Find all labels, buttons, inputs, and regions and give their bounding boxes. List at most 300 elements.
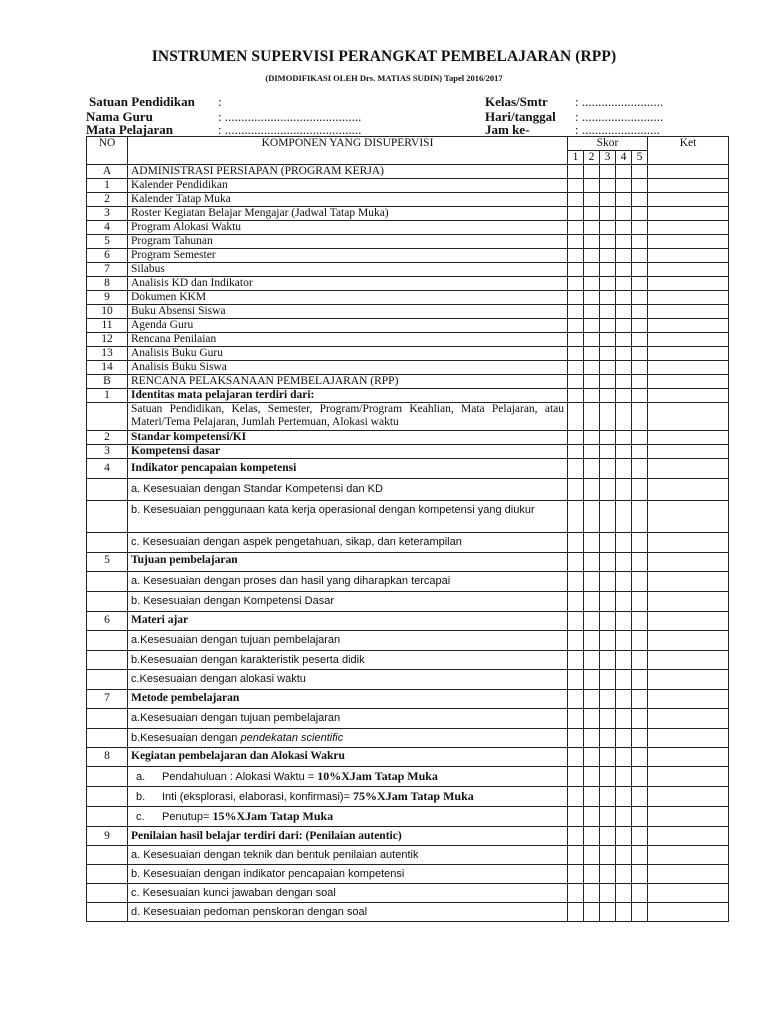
- score-cell[interactable]: [584, 193, 600, 207]
- score-cell[interactable]: [632, 277, 648, 291]
- score-cell[interactable]: [632, 553, 648, 572]
- score-cell[interactable]: [600, 207, 616, 221]
- score-cell[interactable]: [568, 884, 584, 903]
- score-cell[interactable]: [632, 592, 648, 612]
- score-cell[interactable]: [632, 193, 648, 207]
- ket-cell[interactable]: [648, 319, 729, 333]
- score-cell[interactable]: [600, 291, 616, 305]
- score-cell[interactable]: [600, 767, 616, 787]
- score-cell[interactable]: [600, 235, 616, 249]
- row-text: Agenda Guru: [128, 319, 568, 333]
- score-cell[interactable]: [568, 572, 584, 592]
- score-cell[interactable]: [568, 347, 584, 361]
- row-text: a.Kesesuaian dengan tujuan pembelajaran: [128, 631, 568, 651]
- score-cell[interactable]: [568, 787, 584, 807]
- score-cell[interactable]: [632, 319, 648, 333]
- score-cell[interactable]: [568, 361, 584, 375]
- score-cell[interactable]: [632, 787, 648, 807]
- score-cell[interactable]: [616, 865, 632, 884]
- score-cell[interactable]: [600, 690, 616, 709]
- score-cell[interactable]: [616, 767, 632, 787]
- score-cell[interactable]: [600, 403, 616, 431]
- mata-pelajaran-label: Mata Pelajaran: [86, 122, 174, 137]
- ket-cell[interactable]: [648, 767, 729, 787]
- ket-cell[interactable]: [648, 572, 729, 592]
- score-cell[interactable]: [568, 459, 584, 479]
- ket-cell[interactable]: [648, 748, 729, 767]
- score-cell[interactable]: [568, 827, 584, 846]
- score-cell[interactable]: [584, 375, 600, 389]
- ket-cell[interactable]: [648, 249, 729, 263]
- score-cell[interactable]: [568, 375, 584, 389]
- score-cell[interactable]: [600, 748, 616, 767]
- row-number: [87, 903, 128, 922]
- score-cell[interactable]: [616, 651, 632, 670]
- table-row: [87, 690, 729, 709]
- ket-cell[interactable]: [648, 403, 729, 431]
- score-cell[interactable]: [584, 445, 600, 459]
- ket-cell[interactable]: [648, 631, 729, 651]
- ket-cell[interactable]: [648, 670, 729, 690]
- ket-cell[interactable]: [648, 291, 729, 305]
- score-cell[interactable]: [600, 709, 616, 729]
- score-cell[interactable]: [616, 533, 632, 553]
- score-cell[interactable]: [632, 501, 648, 533]
- score-cell[interactable]: [616, 748, 632, 767]
- row-number: 14: [87, 361, 128, 375]
- score-cell[interactable]: [616, 193, 632, 207]
- score-cell[interactable]: [632, 207, 648, 221]
- score-cell[interactable]: [568, 389, 584, 403]
- score-cell[interactable]: [632, 179, 648, 193]
- score-cell[interactable]: [616, 361, 632, 375]
- ket-cell[interactable]: [648, 263, 729, 277]
- score-cell[interactable]: [584, 903, 600, 922]
- score-cell[interactable]: [600, 319, 616, 333]
- ket-cell[interactable]: [648, 787, 729, 807]
- ket-cell[interactable]: [648, 375, 729, 389]
- ket-cell[interactable]: [648, 827, 729, 846]
- score-cell[interactable]: [584, 592, 600, 612]
- ket-cell[interactable]: [648, 884, 729, 903]
- ket-cell[interactable]: [648, 459, 729, 479]
- row-text: a. Kesesuaian dengan proses dan hasil yang diharapkan tercapai: [128, 572, 568, 592]
- score-cell[interactable]: [632, 221, 648, 235]
- ket-cell[interactable]: [648, 431, 729, 445]
- score-cell[interactable]: [568, 319, 584, 333]
- score-cell[interactable]: [600, 445, 616, 459]
- score-cell[interactable]: [600, 305, 616, 319]
- score-cell[interactable]: [632, 827, 648, 846]
- score-cell[interactable]: [600, 612, 616, 631]
- score-cell[interactable]: [632, 361, 648, 375]
- score-cell[interactable]: [600, 884, 616, 903]
- score-cell[interactable]: [600, 846, 616, 865]
- score-cell[interactable]: [584, 787, 600, 807]
- score-cell[interactable]: [600, 179, 616, 193]
- score-cell[interactable]: [616, 884, 632, 903]
- score-cell[interactable]: [600, 787, 616, 807]
- row-text: a.Kesesuaian dengan tujuan pembelajaran: [128, 709, 568, 729]
- score-cell[interactable]: [568, 553, 584, 572]
- score-cell[interactable]: [584, 347, 600, 361]
- score-cell[interactable]: [616, 207, 632, 221]
- table-row: [87, 827, 729, 846]
- score-cell[interactable]: [632, 403, 648, 431]
- score-cell[interactable]: [632, 651, 648, 670]
- score-cell[interactable]: [568, 903, 584, 922]
- score-cell[interactable]: [584, 553, 600, 572]
- table-row: [87, 193, 729, 207]
- score-cell[interactable]: [584, 572, 600, 592]
- score-cell[interactable]: [568, 305, 584, 319]
- score-cell[interactable]: [600, 479, 616, 501]
- score-cell[interactable]: [616, 846, 632, 865]
- score-cell[interactable]: [632, 884, 648, 903]
- score-cell[interactable]: [584, 501, 600, 533]
- score-cell[interactable]: [632, 165, 648, 179]
- score-cell[interactable]: [600, 827, 616, 846]
- score-cell[interactable]: [616, 333, 632, 347]
- table-row: [87, 903, 729, 922]
- ket-cell[interactable]: [648, 445, 729, 459]
- ket-cell[interactable]: [648, 235, 729, 249]
- header-skor-2: 2: [584, 151, 600, 165]
- score-cell[interactable]: [616, 221, 632, 235]
- score-cell[interactable]: [584, 533, 600, 553]
- score-cell[interactable]: [616, 235, 632, 249]
- score-cell[interactable]: [616, 291, 632, 305]
- row-number: 4: [87, 459, 128, 479]
- score-cell[interactable]: [632, 903, 648, 922]
- score-cell[interactable]: [616, 277, 632, 291]
- score-cell[interactable]: [584, 403, 600, 431]
- score-cell[interactable]: [584, 884, 600, 903]
- score-cell[interactable]: [632, 865, 648, 884]
- ket-cell[interactable]: [648, 846, 729, 865]
- score-cell[interactable]: [600, 501, 616, 533]
- row-number: 8: [87, 277, 128, 291]
- score-cell[interactable]: [600, 277, 616, 291]
- score-cell[interactable]: [584, 291, 600, 305]
- score-cell[interactable]: [600, 651, 616, 670]
- score-cell[interactable]: [584, 263, 600, 277]
- score-cell[interactable]: [600, 347, 616, 361]
- score-cell[interactable]: [632, 375, 648, 389]
- score-cell[interactable]: [584, 249, 600, 263]
- score-cell[interactable]: [600, 533, 616, 553]
- score-cell[interactable]: [600, 431, 616, 445]
- score-cell[interactable]: [584, 670, 600, 690]
- header-skor: Skor: [568, 137, 648, 151]
- score-cell[interactable]: [584, 221, 600, 235]
- ket-cell[interactable]: [648, 807, 729, 827]
- row-text: Standar kompetensi/KI: [128, 431, 568, 445]
- score-cell[interactable]: [600, 221, 616, 235]
- score-cell[interactable]: [600, 553, 616, 572]
- ket-cell[interactable]: [648, 305, 729, 319]
- score-cell[interactable]: [632, 445, 648, 459]
- score-cell[interactable]: [568, 501, 584, 533]
- score-cell[interactable]: [568, 631, 584, 651]
- row-number: [87, 651, 128, 670]
- score-cell[interactable]: [568, 592, 584, 612]
- score-cell[interactable]: [632, 572, 648, 592]
- score-cell[interactable]: [600, 670, 616, 690]
- score-cell[interactable]: [632, 459, 648, 479]
- score-cell[interactable]: [584, 709, 600, 729]
- score-cell[interactable]: [632, 807, 648, 827]
- score-cell[interactable]: [616, 389, 632, 403]
- score-cell[interactable]: [632, 347, 648, 361]
- score-cell[interactable]: [632, 690, 648, 709]
- score-cell[interactable]: [600, 807, 616, 827]
- score-cell[interactable]: [584, 651, 600, 670]
- score-cell[interactable]: [568, 445, 584, 459]
- score-cell[interactable]: [568, 729, 584, 748]
- score-cell[interactable]: [568, 846, 584, 865]
- score-cell[interactable]: [584, 361, 600, 375]
- ket-cell[interactable]: [648, 709, 729, 729]
- score-cell[interactable]: [568, 479, 584, 501]
- score-cell[interactable]: [632, 612, 648, 631]
- ket-cell[interactable]: [648, 389, 729, 403]
- ket-cell[interactable]: [648, 347, 729, 361]
- row-text: [128, 729, 568, 748]
- score-cell[interactable]: [616, 612, 632, 631]
- score-cell[interactable]: [584, 690, 600, 709]
- score-cell[interactable]: [600, 729, 616, 748]
- score-cell[interactable]: [616, 592, 632, 612]
- ket-cell[interactable]: [648, 277, 729, 291]
- score-cell[interactable]: [584, 865, 600, 884]
- score-cell[interactable]: [616, 807, 632, 827]
- score-cell[interactable]: [600, 389, 616, 403]
- score-cell[interactable]: [616, 572, 632, 592]
- score-cell[interactable]: [616, 445, 632, 459]
- score-cell[interactable]: [600, 193, 616, 207]
- score-cell[interactable]: [616, 631, 632, 651]
- document-title: INSTRUMEN SUPERVISI PERANGKAT PEMBELAJARAN (RPP): [151, 48, 617, 65]
- score-cell[interactable]: [632, 729, 648, 748]
- score-cell[interactable]: [616, 431, 632, 445]
- ket-cell[interactable]: [648, 865, 729, 884]
- ket-cell[interactable]: [648, 903, 729, 922]
- score-cell[interactable]: [616, 403, 632, 431]
- table-row: [87, 631, 729, 651]
- score-cell[interactable]: [584, 431, 600, 445]
- score-cell[interactable]: [632, 235, 648, 249]
- score-cell[interactable]: [584, 612, 600, 631]
- score-cell[interactable]: [568, 221, 584, 235]
- score-cell[interactable]: [616, 319, 632, 333]
- row-text: Kompetensi dasar: [128, 445, 568, 459]
- score-cell[interactable]: [616, 179, 632, 193]
- score-cell[interactable]: [600, 592, 616, 612]
- score-cell[interactable]: [568, 179, 584, 193]
- score-cell[interactable]: [632, 333, 648, 347]
- score-cell[interactable]: [616, 670, 632, 690]
- score-cell[interactable]: [616, 903, 632, 922]
- score-cell[interactable]: [632, 389, 648, 403]
- kelas-label: Kelas/Smtr: [485, 94, 548, 109]
- ket-cell[interactable]: [648, 592, 729, 612]
- score-cell[interactable]: [568, 612, 584, 631]
- score-cell[interactable]: [584, 305, 600, 319]
- score-cell[interactable]: [568, 277, 584, 291]
- table-row: [87, 389, 729, 403]
- score-cell[interactable]: [568, 533, 584, 553]
- table-row: [87, 884, 729, 903]
- score-cell[interactable]: [584, 827, 600, 846]
- ket-cell[interactable]: [648, 533, 729, 553]
- score-cell[interactable]: [568, 709, 584, 729]
- score-cell[interactable]: [616, 375, 632, 389]
- score-cell[interactable]: [568, 263, 584, 277]
- score-cell[interactable]: [616, 479, 632, 501]
- ket-cell[interactable]: [648, 333, 729, 347]
- score-cell[interactable]: [584, 389, 600, 403]
- score-cell[interactable]: [600, 361, 616, 375]
- score-cell[interactable]: [584, 807, 600, 827]
- row-text: a. Kesesuaian dengan Standar Kompetensi dan KD: [128, 479, 568, 501]
- score-cell[interactable]: [632, 767, 648, 787]
- score-cell[interactable]: [600, 459, 616, 479]
- score-cell[interactable]: [632, 263, 648, 277]
- score-cell[interactable]: [616, 305, 632, 319]
- score-cell[interactable]: [632, 631, 648, 651]
- score-cell[interactable]: [616, 709, 632, 729]
- score-cell[interactable]: [616, 827, 632, 846]
- ket-cell[interactable]: [648, 361, 729, 375]
- ket-cell[interactable]: [648, 612, 729, 631]
- score-cell[interactable]: [632, 249, 648, 263]
- row-text: Roster Kegiatan Belajar Mengajar (Jadwal Tatap Muka): [128, 207, 568, 221]
- score-cell[interactable]: [616, 553, 632, 572]
- score-cell[interactable]: [568, 165, 584, 179]
- score-cell[interactable]: [568, 690, 584, 709]
- score-cell[interactable]: [600, 165, 616, 179]
- ket-cell[interactable]: [648, 221, 729, 235]
- ket-cell[interactable]: [648, 207, 729, 221]
- ket-cell[interactable]: [648, 501, 729, 533]
- table-row: [87, 375, 729, 389]
- score-cell[interactable]: [632, 748, 648, 767]
- score-cell[interactable]: [568, 193, 584, 207]
- row-text: Dokumen KKM: [128, 291, 568, 305]
- ket-cell[interactable]: [648, 179, 729, 193]
- score-cell[interactable]: [616, 165, 632, 179]
- score-cell[interactable]: [568, 807, 584, 827]
- score-cell[interactable]: [616, 347, 632, 361]
- score-cell[interactable]: [600, 572, 616, 592]
- score-cell[interactable]: [584, 729, 600, 748]
- score-cell[interactable]: [616, 690, 632, 709]
- ket-cell[interactable]: [648, 729, 729, 748]
- score-cell[interactable]: [616, 729, 632, 748]
- ket-cell[interactable]: [648, 553, 729, 572]
- score-cell[interactable]: [616, 459, 632, 479]
- row-text: b. Kesesuaian penggunaan kata kerja operasional dengan kompetensi yang diukur: [128, 501, 568, 533]
- ket-cell[interactable]: [648, 165, 729, 179]
- score-cell[interactable]: [600, 865, 616, 884]
- sub-letter: b.: [136, 791, 146, 803]
- score-cell[interactable]: [600, 903, 616, 922]
- score-cell[interactable]: [584, 767, 600, 787]
- score-cell[interactable]: [568, 291, 584, 305]
- score-cell[interactable]: [600, 249, 616, 263]
- score-cell[interactable]: [616, 501, 632, 533]
- score-cell[interactable]: [616, 249, 632, 263]
- score-cell[interactable]: [632, 709, 648, 729]
- score-cell[interactable]: [568, 235, 584, 249]
- score-cell[interactable]: [632, 305, 648, 319]
- score-cell[interactable]: [568, 748, 584, 767]
- table-row: [87, 479, 729, 501]
- ket-cell[interactable]: [648, 651, 729, 670]
- score-cell[interactable]: [584, 235, 600, 249]
- table-row: [87, 729, 729, 748]
- score-cell[interactable]: [584, 748, 600, 767]
- score-cell[interactable]: [632, 291, 648, 305]
- mata-pelajaran-value: : ..........................................: [218, 122, 362, 137]
- score-cell[interactable]: [632, 670, 648, 690]
- score-cell[interactable]: [584, 207, 600, 221]
- row-number: 9: [87, 827, 128, 846]
- score-cell[interactable]: [616, 787, 632, 807]
- score-cell[interactable]: [568, 865, 584, 884]
- score-cell[interactable]: [584, 277, 600, 291]
- score-cell[interactable]: [568, 670, 584, 690]
- score-cell[interactable]: [584, 319, 600, 333]
- score-cell[interactable]: [600, 375, 616, 389]
- row-text: d. Kesesuaian pedoman penskoran dengan soal: [128, 903, 568, 922]
- row-text: c. Kesesuaian dengan aspek pengetahuan, sikap, dan keterampilan: [128, 533, 568, 553]
- row-number: [87, 592, 128, 612]
- table-row: [87, 846, 729, 865]
- score-cell[interactable]: [568, 651, 584, 670]
- score-cell[interactable]: [632, 533, 648, 553]
- score-cell[interactable]: [568, 431, 584, 445]
- score-cell[interactable]: [632, 431, 648, 445]
- score-cell[interactable]: [584, 333, 600, 347]
- ket-cell[interactable]: [648, 690, 729, 709]
- ket-cell[interactable]: [648, 193, 729, 207]
- score-cell[interactable]: [568, 403, 584, 431]
- score-cell[interactable]: [584, 631, 600, 651]
- table-row: [87, 263, 729, 277]
- score-cell[interactable]: [632, 846, 648, 865]
- score-cell[interactable]: [600, 263, 616, 277]
- ket-cell[interactable]: [648, 479, 729, 501]
- score-cell[interactable]: [632, 479, 648, 501]
- row-text: c. Kesesuaian kunci jawaban dengan soal: [128, 884, 568, 903]
- score-cell[interactable]: [600, 333, 616, 347]
- score-cell[interactable]: [568, 333, 584, 347]
- score-cell[interactable]: [584, 179, 600, 193]
- score-cell[interactable]: [584, 479, 600, 501]
- table-row: [87, 748, 729, 767]
- score-cell[interactable]: [568, 249, 584, 263]
- score-cell[interactable]: [568, 207, 584, 221]
- score-cell[interactable]: [584, 846, 600, 865]
- score-cell[interactable]: [584, 165, 600, 179]
- score-cell[interactable]: [584, 459, 600, 479]
- score-cell[interactable]: [600, 631, 616, 651]
- score-cell[interactable]: [568, 767, 584, 787]
- row-number: 1: [87, 389, 128, 403]
- score-cell[interactable]: [616, 263, 632, 277]
